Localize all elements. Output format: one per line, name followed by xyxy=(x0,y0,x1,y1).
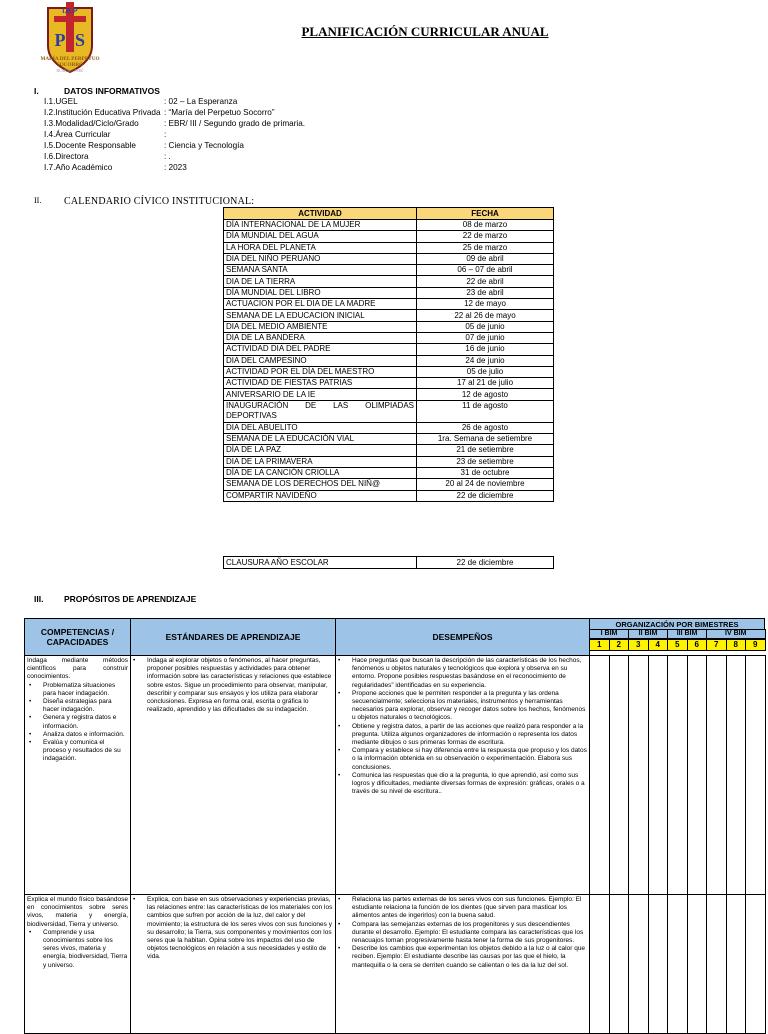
bimester-label: III BIM xyxy=(667,629,707,639)
calendar-date: 17 al 21 de julio xyxy=(417,378,554,389)
calendar-date: 06 – 07 de abril xyxy=(417,265,554,276)
column-number: 6 xyxy=(687,639,708,651)
calendar-row xyxy=(224,434,554,445)
bimester-check-cell xyxy=(687,894,708,1034)
calendar-activity: DÍA DE LA CANCIÓN CRIOLLA xyxy=(224,467,417,478)
logo-caption-line2: SOCORRO xyxy=(56,62,84,68)
calendar-row xyxy=(224,422,554,433)
bullet-icon: • xyxy=(338,920,341,928)
calendar-row xyxy=(224,378,554,389)
calendar-activity: INAUGURACIÓN DE LAS OLIMPIADAS DEPORTIVAS xyxy=(224,400,417,422)
calendar-activity: COMPARTIR NAVIDEÑO xyxy=(224,490,417,501)
calendar-date: 09 de abril xyxy=(417,253,554,264)
header-competencias xyxy=(24,618,131,656)
calendar-date: 07 de junio xyxy=(417,332,554,343)
calendar-row xyxy=(224,220,554,231)
performance-item xyxy=(338,921,587,946)
bimester-check-cell xyxy=(648,894,669,1034)
info-row xyxy=(44,96,305,107)
calendar-row xyxy=(224,231,554,242)
svg-text:P: P xyxy=(54,30,66,50)
performance-text: Relaciona las partes externas de los seres vivos con sus funciones. Ejemplo: El estudiante relaciona la función de los dientes (que sirven para masticar los alimentos antes de ingerirlos) con la buena salud. xyxy=(352,896,582,920)
header-estandares-text: ESTÁNDARES DE APRENDIZAJE xyxy=(165,632,301,642)
standard-cell xyxy=(130,655,336,895)
logo-letters: I.E.P xyxy=(62,8,78,15)
calendar-activity: DÍA MUNDIAL DEL LIBRO xyxy=(224,287,417,298)
info-label: I.1.UGEL xyxy=(44,97,78,106)
section2-number: II. xyxy=(34,196,42,205)
calendar-row xyxy=(224,321,554,332)
calendar-row xyxy=(224,389,554,400)
performance-text: Compara y establece si hay diferencia entre la respuesta que propuso y los datos o la información obtenida en su observación o experimentación. Elabora sus conclusiones. xyxy=(352,747,587,771)
bullet-icon: • xyxy=(338,771,341,779)
calendar-row xyxy=(224,400,554,422)
calendar-activity: DIA DEL CAMPESINO xyxy=(224,355,417,366)
bimester-check-cell xyxy=(628,894,649,1034)
logo-caption xyxy=(30,56,110,74)
calendar-row xyxy=(224,299,554,310)
closing-activity: CLAUSURA AÑO ESCOLAR xyxy=(224,557,417,569)
capacity-item xyxy=(27,739,128,764)
calendar-row xyxy=(224,276,554,287)
section3-number: III. xyxy=(34,594,44,604)
column-number: 5 xyxy=(667,639,688,651)
bimester-check-cell xyxy=(726,655,747,895)
calendar-activity: DIA DEL ABUELITO xyxy=(224,422,417,433)
calendar-header-row xyxy=(224,208,554,220)
calendar-row xyxy=(224,479,554,490)
section1-title: DATOS INFORMATIVOS xyxy=(64,86,160,96)
performance-text: Propone acciones que le permiten responder a la pregunta y las ordena secuencialmente; selecciona los materiales, instrumentos y herramientas necesarios para explorar, observar y recoger datos sobre los hechos, fenómenos u objetos naturales o tecnológicos. xyxy=(352,689,586,722)
calendar-activity: DIA DE LA TIERRA xyxy=(224,276,417,287)
calendar-activity: ACTUACION POR EL DIA DE LA MADRE xyxy=(224,299,417,310)
bimester-check-cell xyxy=(706,655,727,895)
standard-text: Indaga al explorar objetos o fenómenos, al hacer preguntas, proponer posibles respuestas y actividades para obtener información sobre las características y relaciones que establece sobre estos. Sigue un procedimiento para observar, manipular, describir y comparar sus ensayos y los utiliza para elaborar conclusiones. Expresa en forma oral, escrita o gráfica lo realizado, aprendido y las dificultades de su indagación. xyxy=(147,657,332,714)
info-row xyxy=(44,162,305,173)
bimester-check-cell xyxy=(589,655,610,895)
page-title-text: PLANIFICACIÓN CURRICULAR ANUAL xyxy=(301,24,549,39)
calendar-date: 24 de junio xyxy=(417,355,554,366)
performance-text: Obtiene y registra datos, a partir de las acciones que realizó para responder a la pregunta. Utiliza algunos organizadores de información o representa los datos mediante dibujos o sus primeras formas de escritura. xyxy=(352,722,584,747)
performance-item xyxy=(338,690,587,723)
performance-text: Describe los cambios que experimentan los objetos debido a la luz o al calor que reciben. Ejemplo: El estudiante describe las causas por las que el hielo, la mantequilla o la cera se derriten cuando se calientan o les da la luz del sol. xyxy=(352,945,586,969)
info-row xyxy=(44,129,305,140)
calendar-date: 05 de junio xyxy=(417,321,554,332)
calendar-date: 08 de marzo xyxy=(417,220,554,231)
bullet-icon: • xyxy=(29,730,32,738)
column-number: 1 xyxy=(589,639,610,651)
column-number: 8 xyxy=(726,639,747,651)
calendar-row xyxy=(224,445,554,456)
info-value: : 2023 xyxy=(164,163,187,172)
calendar-activity: SEMANA DE LA EDUCACIÓN VIAL xyxy=(224,434,417,445)
capacity-text: Analiza datos e información. xyxy=(43,730,125,738)
capacity-item xyxy=(27,698,128,714)
bimester-check-cell xyxy=(745,655,766,895)
calendar-activity: DÍA DE LA PAZ xyxy=(224,445,417,456)
bimester-check-cell xyxy=(667,894,688,1034)
calendar-activity: DIA DEL NIÑO PERUANO xyxy=(224,253,417,264)
competency-cell xyxy=(24,894,131,1034)
performance-item xyxy=(338,896,587,921)
calendar-activity: DIA DE LA PRIMAVERA xyxy=(224,456,417,467)
performance-item xyxy=(338,657,587,690)
bullet-icon: • xyxy=(338,896,341,903)
calendar-activity: SEMANA DE LA EDUCACION INICIAL xyxy=(224,310,417,321)
performance-cell xyxy=(335,655,590,895)
bimester-label: II BIM xyxy=(628,629,668,639)
bullet-icon: • xyxy=(338,722,341,730)
calendar-row xyxy=(224,490,554,501)
info-label: I.3.Modalidad/Ciclo/Grado xyxy=(44,119,139,128)
capacity-text: Diseña estrategias para hacer indagación. xyxy=(43,698,112,714)
column-number: 3 xyxy=(628,639,649,651)
info-value: : 02 – La Esperanza xyxy=(164,97,238,106)
bimester-check-cell xyxy=(648,655,669,895)
info-row xyxy=(44,107,305,118)
bimester-check-cell xyxy=(609,894,630,1034)
calendar-row xyxy=(224,310,554,321)
performance-text: Hace preguntas que buscan la descripción de las características de los hechos, fenómenos u objetos naturales y tecnológicos que explora y observa en su entorno. Propone posibles respuestas basándose en el reconocimiento de regularidades” identificadas en su experiencia. xyxy=(352,657,582,689)
performance-text: Comunica las respuestas que dio a la pregunta, lo que aprendió, así como sus logros y dificultades, mediante diversas formas de expresión: gráficas, orales o a través de su nivel de escritura.. xyxy=(352,771,585,796)
calendar-date: 20 al 24 de noviembre xyxy=(417,479,554,490)
info-list xyxy=(44,96,305,173)
bimester-check-cell xyxy=(609,655,630,895)
section1-number: I. xyxy=(34,86,39,96)
calendar-date: 1ra. Semana de setiembre xyxy=(417,434,554,445)
info-value: : xyxy=(164,130,167,139)
page-title xyxy=(0,24,768,40)
info-value: : “María del Perpetuo Socorro” xyxy=(164,108,275,117)
calendar-row xyxy=(224,287,554,298)
calendar-row xyxy=(224,355,554,366)
calendar-activity: ACTIVIDAD POR EL DÍA DEL MAESTRO xyxy=(224,366,417,377)
calendar-date: 12 de agosto xyxy=(417,389,554,400)
calendar-date: 22 de marzo xyxy=(417,231,554,242)
standard-text: Explica, con base en sus observaciones y experiencias previas, las relaciones entre: las características de los materiales con los cambios que sufren por acción de la luz, del calor y del movimiento; la estructura de los seres vivos con sus funciones y su desarrollo; la Tierra, sus componentes y movimientos con los seres que la habitan. Opina sobre los impactos del uso de objetos tecnológicos en relación a sus necesidades y estilo de vida. xyxy=(147,896,333,961)
performance-item xyxy=(338,772,587,797)
bullet-icon: • xyxy=(338,689,341,697)
svg-text:S: S xyxy=(74,30,86,50)
header-desempenos-text: DESEMPEÑOS xyxy=(432,632,493,642)
calendar-row xyxy=(224,456,554,467)
calendar-activity: ACTIVIDAD DIA DEL PADRE xyxy=(224,344,417,355)
closing-table xyxy=(223,556,554,569)
calendar-date: 26 de agosto xyxy=(417,422,554,433)
header-competencias-text: COMPETENCIAS / CAPACIDADES xyxy=(40,627,115,647)
capacity-text: Evalúa y comunica el proceso y resultados de su indagación. xyxy=(43,739,121,763)
bimester-check-cell xyxy=(589,894,610,1034)
bimester-label: I BIM xyxy=(589,629,629,639)
info-row xyxy=(44,140,305,151)
capacity-item xyxy=(27,682,128,698)
calendar-activity: SEMANA SANTA xyxy=(224,265,417,276)
bullet-icon: • xyxy=(29,928,32,936)
calendar-activity: DÍA MUNDIAL DEL AGUA xyxy=(224,231,417,242)
info-value: : . xyxy=(164,152,171,161)
bullet-icon: • xyxy=(29,698,32,706)
capacity-item xyxy=(27,714,128,730)
capacity-item xyxy=(27,929,128,970)
calendar-header-date: FECHA xyxy=(417,208,554,220)
header-organizacion-text: ORGANIZACIÓN POR BIMESTRES xyxy=(615,619,739,629)
calendar-row xyxy=(224,366,554,377)
calendar-activity: DIA DE LA BANDERA xyxy=(224,332,417,343)
standard-cell xyxy=(130,894,336,1034)
calendar-date: 23 de setiembre xyxy=(417,456,554,467)
calendar-activity: SEMANA DE LOS DERECHOS DEL NIÑ@ xyxy=(224,479,417,490)
info-row xyxy=(44,151,305,162)
info-row xyxy=(44,118,305,129)
competency-text: Indaga mediante métodos científicos para construir conocimientos. xyxy=(27,657,128,681)
section3-title: PROPÓSITOS DE APRENDIZAJE xyxy=(64,594,197,604)
capacity-item xyxy=(27,731,128,739)
calendar-header-activity: ACTIVIDAD xyxy=(224,208,417,220)
bimester-check-cell xyxy=(628,655,649,895)
bimester-label: IV BIM xyxy=(706,629,766,639)
bullet-icon: • xyxy=(29,714,32,722)
logo-caption-line3: HUARAL - PERÚ xyxy=(56,69,84,73)
bullet-icon: • xyxy=(29,739,32,747)
calendar-activity: DIA DEL MEDIO AMBIENTE xyxy=(224,321,417,332)
info-value: : Ciencia y Tecnología xyxy=(164,141,244,150)
info-label: I.7.Año Académico xyxy=(44,163,113,172)
performance-cell xyxy=(335,894,590,1034)
calendar-row xyxy=(224,467,554,478)
closing-date: 22 de diciembre xyxy=(417,557,554,569)
bullet-icon: • xyxy=(338,657,341,664)
info-label: I.6.Directora xyxy=(44,152,89,161)
info-label: I.2.Institución Educativa Privada xyxy=(44,108,161,117)
column-number: 2 xyxy=(609,639,630,651)
calendar-row xyxy=(224,332,554,343)
calendar-date: 05 de julio xyxy=(417,366,554,377)
performance-text: Compara las semejanzas externas de los progenitores y sus descendientes durante el desarrollo. Ejemplo: El estudiante compara las características que los renacuajos toman progresivamente hasta tener la forma de sus progenitores. xyxy=(352,920,584,945)
bullet-icon: • xyxy=(338,747,341,755)
calendar-row xyxy=(224,253,554,264)
calendar-date: 12 de mayo xyxy=(417,299,554,310)
performance-item xyxy=(338,723,587,748)
bimester-check-cell xyxy=(687,655,708,895)
bimester-check-cell xyxy=(706,894,727,1034)
calendar-date: 21 de setiembre xyxy=(417,445,554,456)
performance-item xyxy=(338,945,587,970)
bullet-icon: • xyxy=(338,945,341,953)
calendar-activity: ACTIVIDAD DE FIESTAS PATRIAS xyxy=(224,378,417,389)
calendar-row xyxy=(224,344,554,355)
header-estandares xyxy=(130,618,336,656)
capacity-text: Genera y registra datos e información. xyxy=(43,714,117,730)
performance-item xyxy=(338,747,587,772)
closing-row xyxy=(224,557,554,569)
competency-cell xyxy=(24,655,131,895)
bimester-check-cell xyxy=(667,655,688,895)
bullet-icon: • xyxy=(133,657,136,664)
calendar-activity: DÍA INTERNACIONAL DE LA MUJER xyxy=(224,220,417,231)
civic-calendar-table xyxy=(223,207,554,502)
calendar-row xyxy=(224,265,554,276)
section2-title: CALENDARIO CÍVICO INSTITUCIONAL: xyxy=(64,196,255,207)
bimester-check-cell xyxy=(745,894,766,1034)
standard-item xyxy=(133,896,333,962)
bimester-check-cell xyxy=(726,894,747,1034)
calendar-date: 16 de junio xyxy=(417,344,554,355)
header-desempenos xyxy=(335,618,590,656)
competency-text: Explica el mundo físico basándose en conocimientos sobre seres vivos, materia y energía, biodiversidad, Tierra y universo. xyxy=(27,896,128,928)
column-number: 9 xyxy=(745,639,766,651)
info-label: I.4.Área Curricular xyxy=(44,130,111,139)
calendar-activity: ANIVERSARIO DE LA IE xyxy=(224,389,417,400)
calendar-activity: LA HORA DEL PLANETA xyxy=(224,242,417,253)
bullet-icon: • xyxy=(133,896,136,903)
capacity-text: Comprende y usa conocimientos sobre los seres vivos, materia y energía, biodiversidad, Tierra y universo. xyxy=(43,928,128,969)
calendar-row xyxy=(224,242,554,253)
calendar-date: 31 de octubre xyxy=(417,467,554,478)
info-value: : EBR/ III / Segundo grado de primaria. xyxy=(164,119,306,128)
bullet-icon: • xyxy=(29,681,32,689)
calendar-date: 23 de abril xyxy=(417,287,554,298)
calendar-date: 22 al 26 de mayo xyxy=(417,310,554,321)
capacity-text: Problematiza situaciones para hacer indagación. xyxy=(43,681,116,697)
column-number: 4 xyxy=(648,639,669,651)
logo-caption-line1: MARÍA DEL PERPETUO xyxy=(40,56,100,62)
standard-item xyxy=(133,657,333,714)
calendar-date: 22 de abril xyxy=(417,276,554,287)
calendar-date: 22 de diciembre xyxy=(417,490,554,501)
calendar-date: 11 de agosto xyxy=(417,400,554,422)
info-label: I.5.Docente Responsable xyxy=(44,141,136,150)
calendar-date: 25 de marzo xyxy=(417,242,554,253)
column-number: 7 xyxy=(706,639,727,651)
